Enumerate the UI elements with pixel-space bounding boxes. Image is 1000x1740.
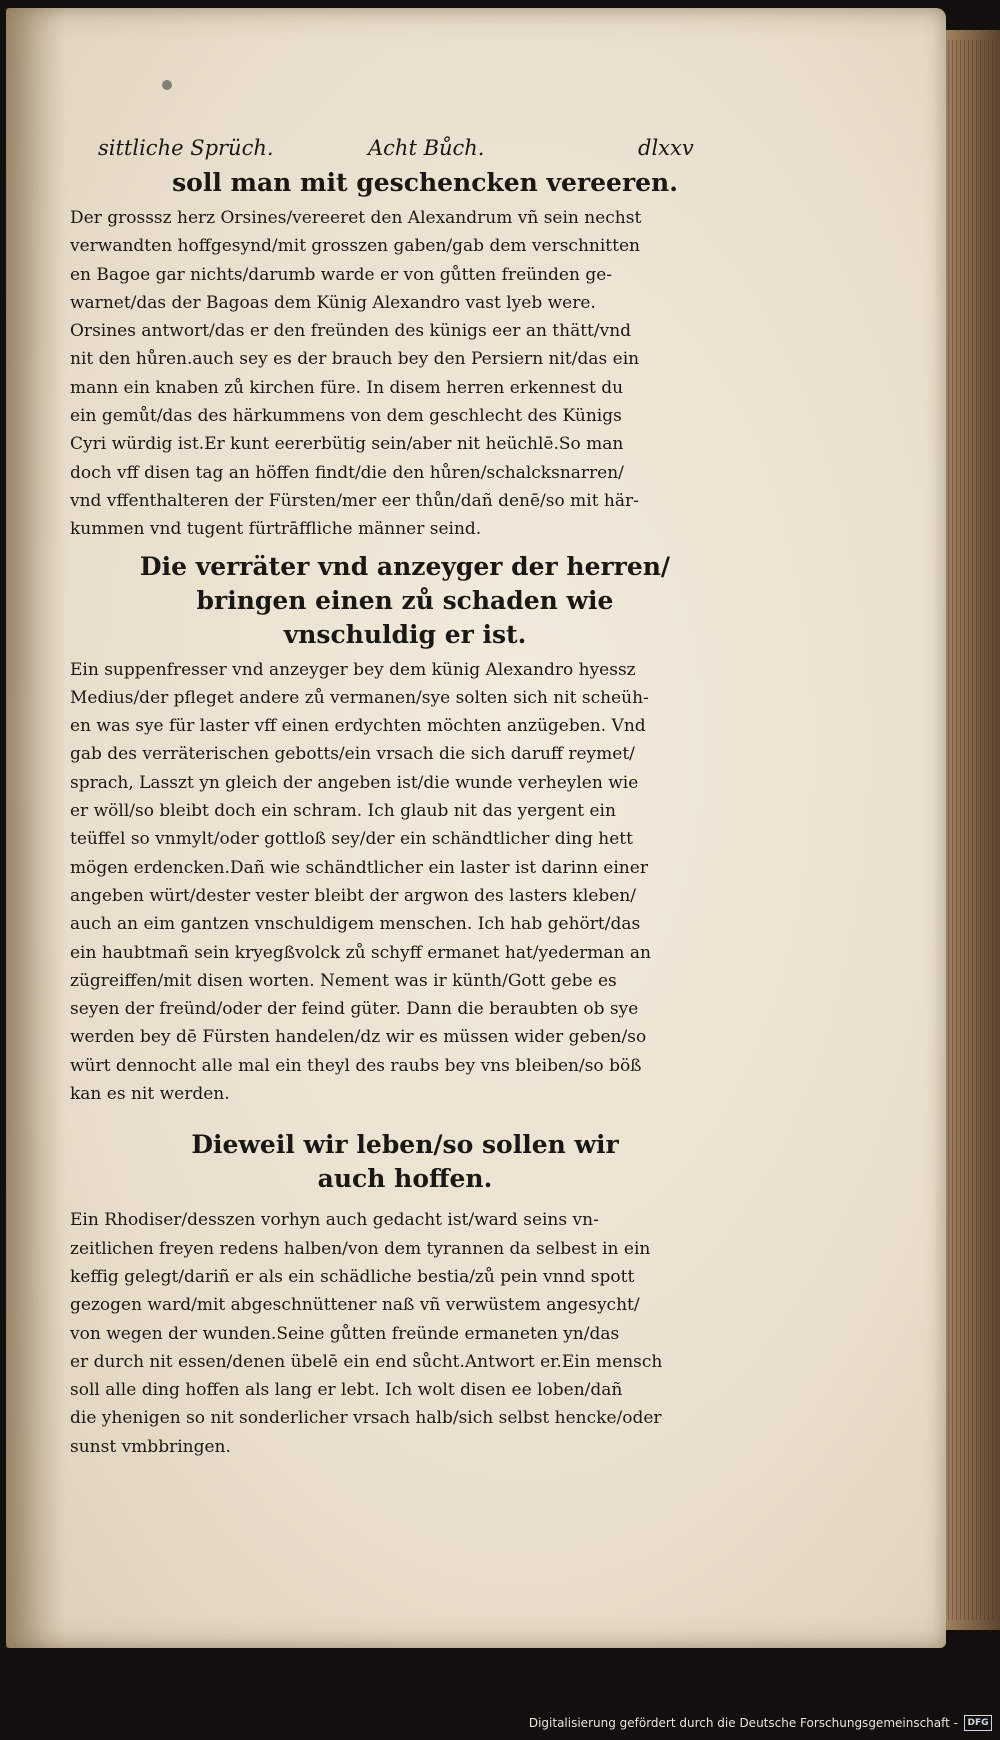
text-line: sunst vmbbringen. bbox=[70, 1436, 231, 1457]
heading-line: bringen einen zů schaden wie bbox=[196, 585, 614, 615]
section-heading bbox=[110, 166, 740, 200]
text-line: ein gemůt/das des härkummens von dem geschlecht des Künigs bbox=[70, 406, 622, 427]
heading-line: vnschuldig er ist. bbox=[283, 619, 527, 649]
text-line: mögen erdencken.Dañ wie schändtlicher ein laster ist darinn einer bbox=[70, 857, 648, 878]
text-line: er durch nit essen/denen übelē ein end sůcht.Antwort er.Ein mensch bbox=[70, 1351, 663, 1372]
ink-smudge bbox=[162, 80, 172, 90]
text-line: nit den hůren.auch sey es der brauch bey den Persiern nit/das ein bbox=[70, 349, 640, 370]
heading-line: Dieweil wir leben/so sollen wir bbox=[191, 1130, 619, 1160]
text-line: sprach, Lasszt yn gleich der angeben ist/die wunde verheylen wie bbox=[70, 772, 639, 793]
running-head-left: sittliche Sprüch. bbox=[98, 136, 274, 160]
text-line: Ein suppenfresser vnd anzeyger bey dem künig Alexandro hyessz bbox=[70, 659, 636, 680]
text-line: teüffel so vnmylt/oder gottloß sey/der ein schändtlicher ding hett bbox=[70, 829, 633, 850]
text-line: angeben würt/dester vester bleibt der argwon des lasters kleben/ bbox=[70, 885, 637, 906]
folio-number: dlxxv bbox=[638, 136, 694, 160]
section-paragraph bbox=[70, 1206, 740, 1461]
text-line: Cyri würdig ist.Er kunt eererbütig sein/aber nit heüchlē.So man bbox=[70, 434, 624, 455]
text-line: kummen vnd tugent fürtrāffliche männer seind. bbox=[70, 519, 482, 540]
section-paragraph bbox=[70, 656, 740, 1109]
text-line: seyen der freünd/oder der feind güter. Dann die beraubten ob sye bbox=[70, 999, 639, 1020]
credit-text: Digitalisierung gefördert durch die Deutsche Forschungsgemeinschaft - bbox=[528, 1716, 958, 1730]
text-line: werden bey dē Fürsten handelen/dz wir es müssen wider geben/so bbox=[70, 1027, 647, 1048]
text-line: mann ein knaben zů kirchen füre. In disem herren erkennest du bbox=[70, 377, 624, 398]
text-line: en was sye für laster vff einen erdychten möchten anzügeben. Vnd bbox=[70, 716, 646, 737]
text-line: keffig gelegt/dariñ er als ein schädliche bestia/zů pein vnnd spott bbox=[70, 1266, 635, 1287]
text-line: gezogen ward/mit abgeschnüttener naß vñ verwüstem angesycht/ bbox=[70, 1295, 640, 1316]
book-page bbox=[6, 8, 946, 1648]
text-line: auch an eim gantzen vnschuldigem menschen. Ich hab gehört/das bbox=[70, 914, 641, 935]
text-block bbox=[70, 166, 740, 1461]
text-line: gab des verräterischen gebotts/ein vrsach die sich daruff reymet/ bbox=[70, 744, 635, 765]
text-line: zügreiffen/mit disen worten. Nement was ir künth/Gott gebe es bbox=[70, 970, 617, 991]
text-line: Orsines antwort/das er den freünden des künigs eer an thätt/vnd bbox=[70, 321, 632, 342]
text-line: en Bagoe gar nichts/darumb warde er von gůtten freünden ge- bbox=[70, 264, 613, 285]
running-head-center: Acht Bůch. bbox=[368, 136, 485, 160]
text-line: Ein Rhodiser/desszen vorhyn auch gedacht ist/ward seins vn- bbox=[70, 1210, 599, 1231]
section-heading bbox=[70, 550, 740, 652]
dfg-logo: DFG bbox=[964, 1715, 992, 1731]
text-line: zeitlichen freyen redens halben/von dem tyrannen da selbest in ein bbox=[70, 1238, 651, 1259]
text-line: vnd vffenthalteren der Fürsten/mer eer thůn/dañ denē/so mit här- bbox=[70, 490, 639, 511]
text-line: doch vff disen tag an höffen findt/die den hůren/schalcksnarren/ bbox=[70, 462, 624, 483]
heading-line: soll man mit geschencken vereeren. bbox=[172, 168, 678, 197]
heading-line: auch hoffen. bbox=[317, 1164, 493, 1194]
section-heading bbox=[70, 1128, 740, 1196]
text-line: er wöll/so bleibt doch ein schram. Ich glaub nit das yergent ein bbox=[70, 801, 616, 822]
text-line: die yhenigen so nit sonderlicher vrsach halb/sich selbst hencke/oder bbox=[70, 1408, 662, 1429]
text-line: kan es nit werden. bbox=[70, 1084, 230, 1105]
text-line: ein haubtmañ sein kryegßvolck zů schyff ermanet hat/yederman an bbox=[70, 942, 651, 963]
text-line: Der grosssz herz Orsines/vereeret den Alexandrum vñ sein nechst bbox=[70, 208, 642, 228]
text-line: warnet/das der Bagoas dem Künig Alexandro vast lyeb were. bbox=[70, 292, 596, 313]
gutter-shadow bbox=[6, 8, 66, 1648]
text-line: von wegen der wunden.Seine gůtten freünde ermaneten yn/das bbox=[70, 1323, 620, 1344]
text-line: verwandten hoffgesynd/mit grosszen gaben/gab dem verschnitten bbox=[70, 236, 640, 257]
text-line: soll alle ding hoffen als lang er lebt. Ich wolt disen ee loben/dañ bbox=[70, 1380, 623, 1401]
text-line: Medius/der pfleget andere zů vermanen/sye solten sich nit scheüh- bbox=[70, 687, 649, 708]
section-paragraph bbox=[70, 204, 740, 544]
text-line: würt dennocht alle mal ein theyl des raubs bey vns bleiben/so böß bbox=[70, 1055, 642, 1076]
digitization-credit bbox=[529, 1712, 992, 1734]
heading-line: Die verräter vnd anzeyger der herren/ bbox=[139, 551, 671, 581]
